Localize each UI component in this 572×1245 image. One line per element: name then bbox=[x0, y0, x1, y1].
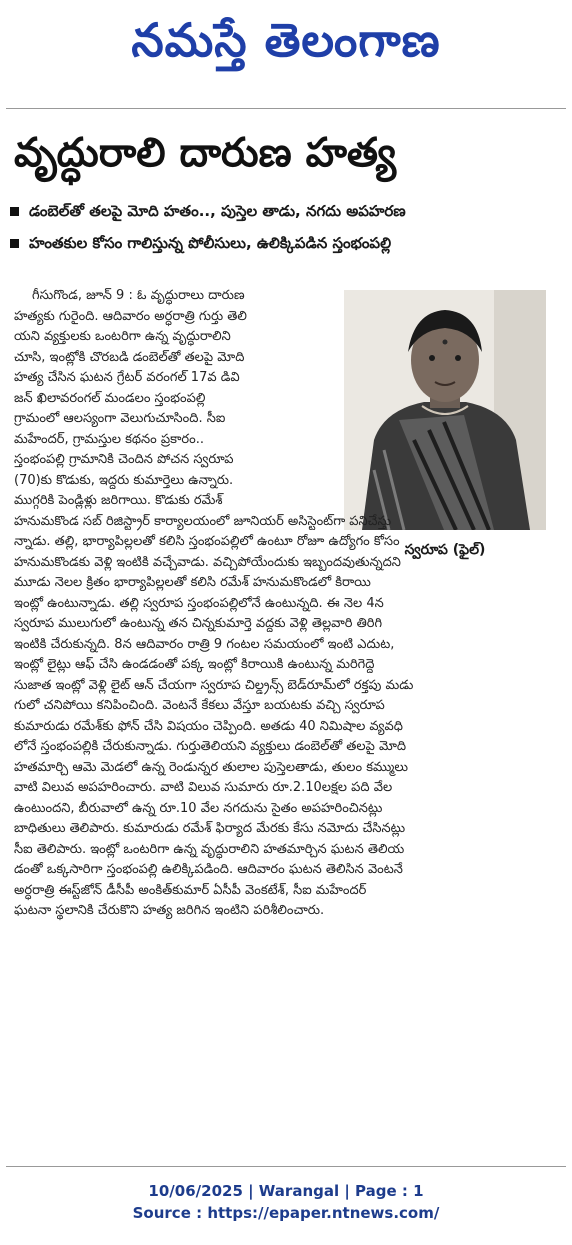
square-bullet-icon bbox=[10, 207, 19, 216]
article-line: స్వరూప ములుగులో ఉంటున్న తన చిన్నకుమార్తె వద్దకు వెళ్లి తెల్లవారి తిరిగి bbox=[14, 616, 383, 631]
source-link[interactable]: Source : https://epaper.ntnews.com/ bbox=[132, 1204, 440, 1222]
edition-info: 10/06/2025 | Warangal | Page : 1 bbox=[148, 1182, 424, 1200]
article-line: యని వ్యక్తులకు ఒంటరిగా ఉన్న వృద్ధురాలిని bbox=[14, 329, 231, 344]
article-line: హత్య చేసిన ఘటన గ్రేటర్ వరంగల్ 17వ డివి bbox=[14, 370, 240, 385]
page-footer bbox=[0, 1180, 572, 1224]
article-line: న్నాడు. తల్లి, భార్యాపిల్లలతో కలిసి స్తంభంపల్లిలో ఉంటూ రోజూ ఉద్యోగం కోసం bbox=[14, 534, 400, 549]
article-line: స్తంభంపల్లి గ్రామానికి చెందిన పోచన స్వరూప bbox=[14, 452, 234, 467]
masthead-divider bbox=[6, 108, 566, 109]
article-line: చూసి, ఇంట్లోకి చొరబడి డంబెల్‌తో తలపై మోది bbox=[14, 349, 245, 365]
article-line: గీసుగొండ, జూన్ 9 : ఓ వృద్ధురాలు దారుణ bbox=[32, 288, 245, 303]
article-line: కుమారుడు రమేశ్‌కు ఫోన్ చేసి విషయం చెప్పింది. అతడు 40 నిమిషాల వ్యవధి bbox=[14, 718, 403, 734]
article-line: ఇంట్లో లైట్లు ఆఫ్ చేసి ఉండడంతో పక్క ఇంట్లో కిరాయికి ఉంటున్న మరిగెద్దె bbox=[14, 657, 375, 672]
article-line: జన్ ఖిలావరంగల్ మండలం స్తంభంపల్లి bbox=[14, 390, 206, 406]
article-wide-column bbox=[14, 512, 562, 922]
article-body bbox=[14, 286, 562, 922]
article-line: హతమార్చి ఆమె మెడలో ఉన్న రెండున్నర తులాల పుస్తెలతాడు, తులం కమ్ములు bbox=[14, 759, 409, 775]
article-line: హనుమకొండ సబ్ రిజిస్ట్రార్ కార్యాలయంలో జూనియర్ అసిస్టెంట్‌గా పనిచేస్తు bbox=[14, 513, 392, 529]
article-line: ఇంటికి చేరుకున్నది. 8న ఆదివారం రాత్రి 9 గంటల సమయంలో ఇంటి ఎదుట, bbox=[14, 636, 395, 652]
article-line: ఉంటుందని, బీరువాలో ఉన్న రూ.10 వేల నగదును సైతం అపహరించినట్లు bbox=[14, 800, 383, 816]
article-line: ఇంట్లో ఉంటున్నాడు. తల్లి స్వరూప స్తంభంపల్లిలోనే ఉంటున్నది. ఈ నెల 4న bbox=[14, 595, 384, 611]
article-line: మూడు నెలల క్రితం భార్యాపిల్లలతో కలిసి రమేశ్ హనుమకొండలో కిరాయి bbox=[14, 575, 371, 590]
subheadline-item bbox=[10, 232, 562, 264]
article-line: ముగ్గరికి పెండ్లిళ్లు జరిగాయి. కొడుకు రమేశ్ bbox=[14, 493, 223, 508]
subheadline-item bbox=[10, 200, 562, 232]
newspaper-masthead: నమస్తే తెలంగాణ bbox=[131, 13, 441, 67]
article-line: హత్యకు గురైంది. ఆదివారం అర్ధరాత్రి గుర్తు తెలి bbox=[14, 308, 247, 324]
article-line: సుజాత ఇంట్లో వెళ్లి లైట్ ఆన్ చేయగా స్వరూప చిల్డ్రన్స్ బెడ్‌రూమ్‌లో రక్తపు మడు bbox=[14, 677, 414, 693]
subheadline-list bbox=[10, 200, 562, 264]
article-headline: వృద్ధురాలి దారుణ హత్య bbox=[14, 130, 397, 176]
article-line: గ్రామంలో ఆలస్యంగా వెలుగుచూసింది. సీఐ bbox=[14, 411, 226, 426]
photo-caption: స్వరూప (ఫైల్) bbox=[404, 542, 486, 558]
square-bullet-icon bbox=[10, 239, 19, 248]
article-line: గులో చనిపోయి కనిపించింది. వెంటనే కేకలు వేస్తూ బయటకు వచ్చి స్వరూప bbox=[14, 698, 385, 713]
article-line: సీఐ తెలిపారు. ఇంట్లో ఒంటరిగా ఉన్న వృద్ధురాలిని హతమార్చిన ఘటన తెలియ bbox=[14, 841, 405, 857]
article-line: డంతో ఒక్కసారిగా స్తంభంపల్లి ఉలిక్కిపడింది. ఆదివారం ఘటన తెలిసిన వెంటనే bbox=[14, 862, 403, 877]
subheadline-text: డంబెల్‌తో తలపై మోది హతం.., పుస్తెల తాడు, నగదు అపహరణ bbox=[29, 202, 406, 220]
article-line: మహేందర్, గ్రామస్తుల కథనం ప్రకారం.. bbox=[14, 431, 204, 447]
article-narrow-column bbox=[14, 286, 338, 512]
article-line: వాటి విలువ అపహరించారు. వాటి విలువ సుమారు రూ.2.10లక్షల పది వేల bbox=[14, 780, 393, 795]
subheadline-text: హంతకుల కోసం గాలిస్తున్న పోలీసులు, ఉలిక్కిపడిన స్తంభంపల్లి bbox=[29, 234, 392, 252]
article-line: ఘటనా స్థలానికి చేరుకొని హత్య జరిగిన ఇంటిని పరిశీలించారు. bbox=[14, 903, 325, 918]
article-line: బాధితులు తెలిపారు. కుమారుడు రమేశ్ ఫిర్యాద మేరకు కేసు నమోదు చేసినట్లు bbox=[14, 821, 406, 836]
footer-divider bbox=[6, 1166, 566, 1167]
article-line: లోనే స్తంభంపల్లికి చేరుకున్నాడు. గుర్తుతెలియని వ్యక్తులు డంబెల్‌తో తలపై మోది bbox=[14, 739, 407, 754]
article-line: (70)కు కొడుకు, ఇద్దరు కుమార్తెలు ఉన్నారు. bbox=[14, 472, 234, 488]
article-line: హనుమకొండకు వెళ్లి ఇంటికి వచ్చేవాడు. వచ్చిపోయేందుకు ఇబ్బందవుతున్నదని bbox=[14, 554, 401, 570]
article-line: అర్ధరాత్రి ఈస్ట్‌జోన్ డీసీపీ అంకిత్‌కుమార్ ఏసీపీ వెంకటేశ్, సీఐ మహేందర్ bbox=[14, 882, 367, 898]
